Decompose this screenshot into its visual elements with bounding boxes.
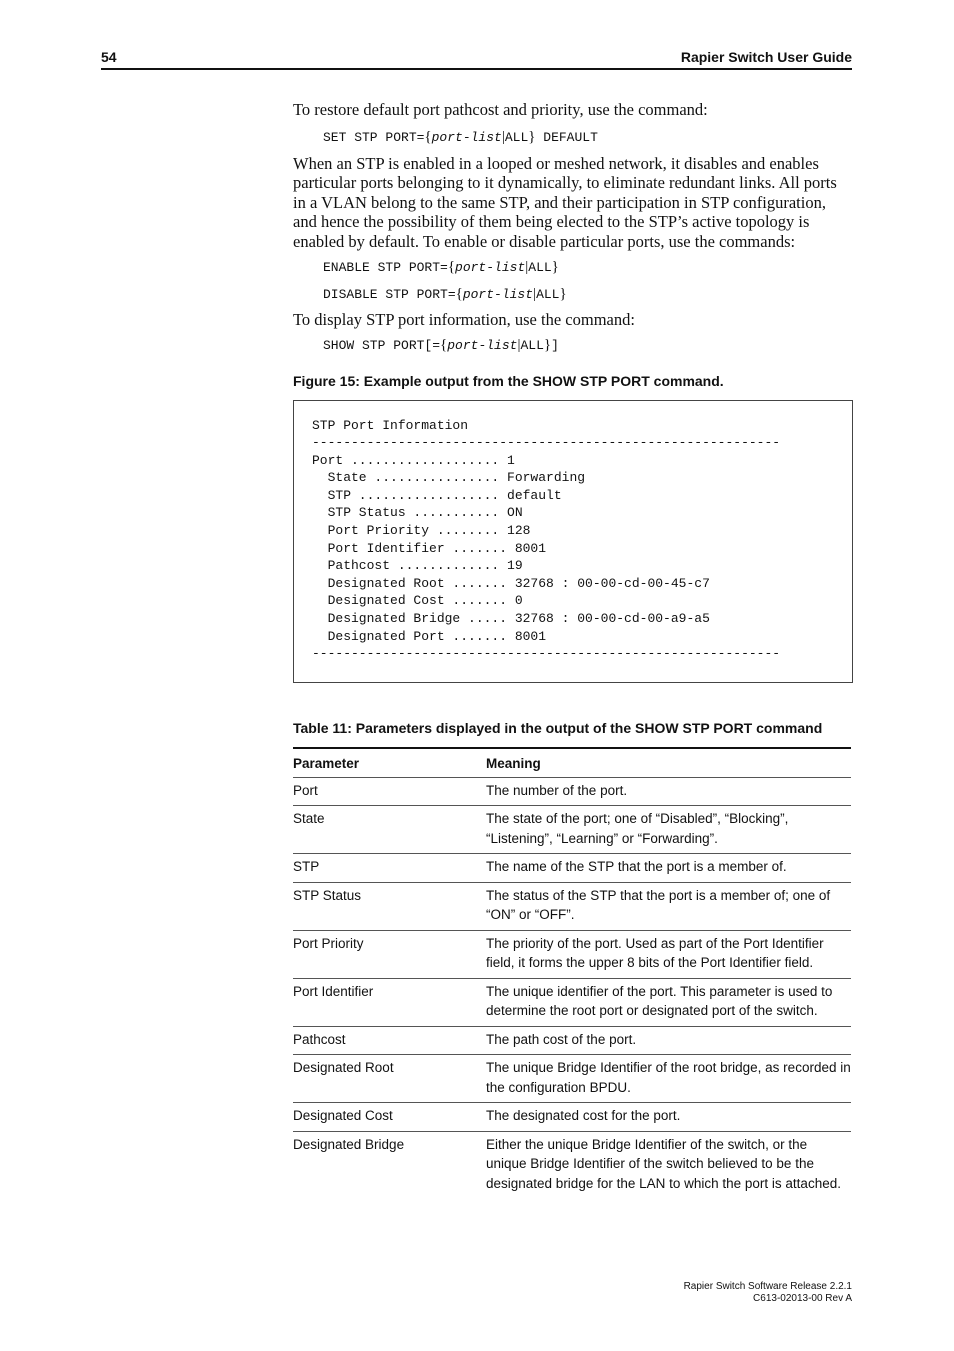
meaning-cell: Either the unique Bridge Identifier of the switch, or the unique Bridge Identifier of the switch believed to be the designated bridge for the LAN to which the port is attached. <box>486 1136 841 1191</box>
table-row <box>293 854 851 883</box>
paragraph-restore: To restore default port pathcost and priority, use the command: <box>293 100 708 119</box>
paragraph-display: To display STP port information, use the command: <box>293 310 635 329</box>
page-header <box>101 46 852 70</box>
parameter-cell: Designated Cost <box>293 1103 486 1132</box>
meaning-cell: The name of the STP that the port is a member of. <box>486 854 851 883</box>
parameter-cell: Port <box>293 777 486 806</box>
code-output-box <box>293 400 853 683</box>
table-row <box>293 1026 851 1055</box>
command-set-default: SET STP PORT={port-list|ALL} DEFAULT <box>323 128 598 145</box>
page-number: 54 <box>101 49 117 65</box>
column-header-parameter: Parameter <box>293 748 486 778</box>
code-line: ------------------------------------------------------------ <box>312 435 781 451</box>
code-line: Pathcost ............. 19 <box>312 558 523 574</box>
table-header-row <box>293 748 851 778</box>
table-caption: Table 11: Parameters displayed in the output of the SHOW STP PORT command <box>293 719 823 736</box>
parameter-cell: State <box>293 806 486 854</box>
parameter-cell: Pathcost <box>293 1026 486 1055</box>
page-content <box>293 100 853 1198</box>
parameter-cell: STP <box>293 854 486 883</box>
table-row <box>293 978 851 1026</box>
meaning-cell: The unique Bridge Identifier of the root bridge, as recorded in the configuration BPDU. <box>486 1055 851 1103</box>
column-header-meaning: Meaning <box>486 748 851 778</box>
table-row <box>293 882 851 930</box>
code-line: Port Identifier ....... 8001 <box>312 540 547 556</box>
parameter-cell: Port Priority <box>293 930 486 978</box>
parameter-cell: Designated Root <box>293 1055 486 1103</box>
code-line: STP Port Information <box>312 417 469 433</box>
parameter-cell: STP Status <box>293 882 486 930</box>
command-show: SHOW STP PORT[={port-list|ALL}] <box>323 336 559 353</box>
footer-doc-number: C613-02013-00 Rev A <box>753 1293 852 1304</box>
meaning-cell: The status of the STP that the port is a member of; one of “ON” or “OFF”. <box>486 882 851 930</box>
code-line: Designated Cost ....... 0 <box>312 593 523 609</box>
parameters-table <box>293 747 851 1199</box>
code-line: Designated Port ....... 8001 <box>312 628 547 644</box>
meaning-cell: The designated cost for the port. <box>486 1103 851 1132</box>
code-line: State ................ Forwarding <box>312 470 586 486</box>
table-row <box>293 777 851 806</box>
meaning-cell: The number of the port. <box>486 777 851 806</box>
code-line: STP .................. default <box>312 487 562 503</box>
meaning-cell: The state of the port; one of “Disabled”, “Blocking”, “Listening”, “Learning” or “Forwarding”. <box>486 806 851 854</box>
meaning-cell: The unique identifier of the port. This parameter is used to determine the root port or designated port of the switch. <box>486 978 851 1026</box>
meaning-cell: The priority of the port. Used as part of the Port Identifier field, it forms the upper 8 bits of the Port Identifier field. <box>486 930 851 978</box>
code-line: Designated Root ....... 32768 : 00-00-cd-00-45-c7 <box>312 575 710 591</box>
page-footer <box>684 1281 852 1305</box>
meaning-cell: The path cost of the port. <box>486 1026 851 1055</box>
table-row <box>293 930 851 978</box>
code-line: ------------------------------------------------------------ <box>312 646 781 662</box>
parameter-cell: Designated Bridge <box>293 1136 405 1152</box>
table-row <box>293 806 851 854</box>
command-enable: ENABLE STP PORT={port-list|ALL} <box>323 259 559 275</box>
table-row <box>293 1055 851 1103</box>
figure-caption: Figure 15: Example output from the SHOW STP PORT command. <box>293 372 724 389</box>
code-line: Port ................... 1 <box>312 452 515 468</box>
code-line: STP Status ........... ON <box>312 505 523 521</box>
command-disable: DISABLE STP PORT={port-list|ALL} <box>323 286 567 302</box>
footer-release: Rapier Switch Software Release 2.2.1 <box>683 1281 852 1292</box>
guide-title: Rapier Switch User Guide <box>680 49 852 65</box>
table-row <box>293 1103 851 1132</box>
parameter-cell: Port Identifier <box>293 978 486 1026</box>
code-line: Designated Bridge ..... 32768 : 00-00-cd-00-a9-a5 <box>312 611 710 627</box>
paragraph-enable-intro: When an STP is enabled in a looped or meshed network, it disables and enables particular ports belonging to it dynamically, to eliminate redundant links. All ports in a VLAN belong to the same STP, and their participation in STP configuration, and hence the possibility of them being elected to the STP’s active topology is enabled by default. To enable or disable particular ports, use the commands: <box>293 153 837 251</box>
code-line: Port Priority ........ 128 <box>312 523 531 539</box>
table-row <box>293 1131 851 1198</box>
